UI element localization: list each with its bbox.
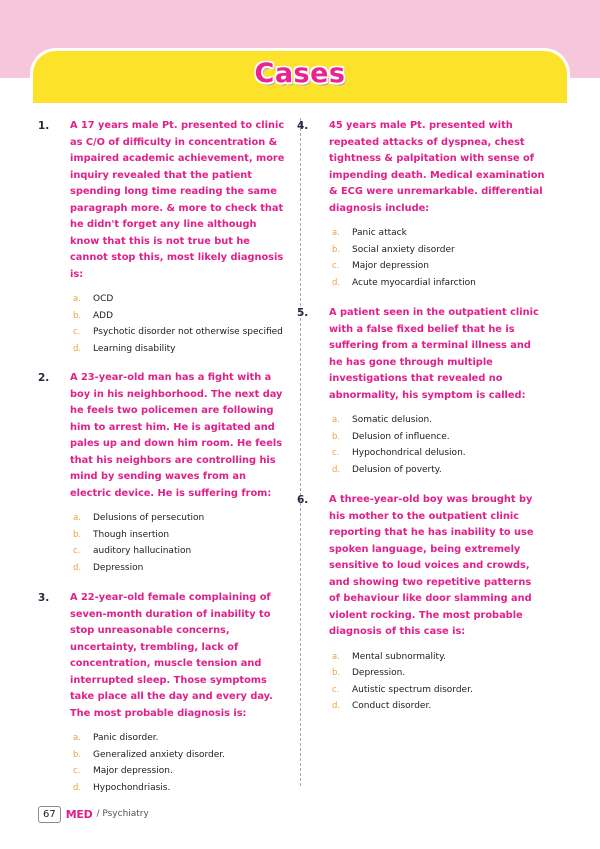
question-2	[38, 370, 288, 576]
option-text: Delusions of persecution	[93, 513, 205, 523]
option-item	[332, 649, 545, 666]
option-list	[70, 291, 288, 357]
option-text: Depression.	[352, 668, 406, 678]
option-text: Acute myocardial infarction	[352, 277, 476, 288]
option-letter: d.	[332, 701, 341, 711]
question-5	[297, 305, 545, 478]
option-letter: b.	[73, 749, 82, 760]
question-number: 5.	[297, 307, 309, 319]
question-text: A patient seen in the outpatient clinic with a false fixed belief that he is suffering from a terminal illness and he has gone through multiple investigations that revealed no abnormality, his symptom is called:	[329, 307, 539, 401]
option-item	[73, 291, 288, 308]
option-item	[73, 763, 288, 780]
question-text: 45 years male Pt. presented with repeated attacks of dyspnea, chest tightness & palpitation with sense of impending death. Medical examination & ECG were unremarkable. differential diagnosis include:	[329, 120, 545, 214]
option-list	[329, 412, 545, 478]
option-text: OCD	[93, 294, 114, 304]
option-item	[332, 258, 545, 275]
option-text: Panic attack	[352, 228, 407, 238]
option-text: Though insertion	[93, 529, 170, 540]
question-4	[297, 118, 545, 291]
subject-label: / Psychiatry	[96, 809, 149, 819]
option-text: Hypochondrical delusion.	[352, 448, 466, 458]
option-letter: d.	[73, 343, 82, 354]
option-item	[332, 665, 545, 682]
option-item	[332, 429, 545, 446]
option-letter: d.	[73, 562, 82, 573]
option-item	[332, 242, 545, 259]
option-letter: c.	[332, 448, 340, 458]
option-text: Major depression.	[93, 766, 173, 776]
left-column	[38, 118, 288, 796]
page-title: Cases	[254, 58, 346, 89]
option-letter: c.	[332, 684, 340, 695]
option-letter: a.	[332, 415, 340, 425]
option-letter: b.	[332, 668, 341, 678]
option-item	[332, 682, 545, 699]
option-item	[332, 225, 545, 242]
option-letter: d.	[332, 277, 341, 288]
option-item	[73, 341, 288, 358]
option-text: Panic disorder.	[93, 733, 159, 743]
option-item	[73, 308, 288, 325]
option-item	[73, 560, 288, 577]
option-letter: d.	[73, 782, 82, 793]
option-item	[73, 324, 288, 341]
option-letter: b.	[332, 244, 341, 255]
option-text: Delusion of influence.	[352, 431, 450, 442]
question-text: A 22-year-old female complaining of seven-month duration of inability to stop unreasonable concerns, uncertainty, trembling, lack of concentration, muscle tension and interrupted sleep. Those symptoms take place all the day and every day. The most probable diagnosis is:	[70, 592, 273, 719]
option-letter: a.	[332, 651, 340, 662]
option-letter: c.	[73, 766, 81, 776]
question-3	[38, 590, 288, 796]
option-item	[73, 780, 288, 797]
med-logo: MED	[65, 807, 93, 821]
option-list	[329, 649, 545, 715]
option-letter: a.	[332, 228, 340, 238]
option-letter: c.	[332, 261, 340, 271]
question-number: 1.	[38, 120, 50, 132]
page-footer	[38, 806, 149, 822]
option-text: Autistic spectrum disorder.	[352, 684, 473, 695]
option-text: Hypochondriasis.	[93, 782, 171, 793]
question-6	[297, 492, 545, 715]
option-text: Somatic delusion.	[352, 415, 433, 425]
option-item	[332, 698, 545, 715]
option-letter: a.	[73, 513, 81, 523]
option-letter: a.	[73, 294, 81, 304]
question-number: 3.	[38, 592, 50, 604]
question-1	[38, 118, 288, 357]
option-list	[329, 225, 545, 291]
option-text: Psychotic disorder not otherwise specified	[93, 327, 283, 337]
option-text: Generalized anxiety disorder.	[93, 749, 226, 760]
option-text: Depression	[93, 562, 144, 573]
option-item	[332, 275, 545, 292]
option-letter: b.	[73, 310, 82, 321]
page-number: 67	[38, 806, 61, 823]
option-text: Mental subnormality.	[352, 651, 446, 662]
option-text: Social anxiety disorder	[352, 244, 455, 255]
question-text: A three-year-old boy was brought by his mother to the outpatient clinic reporting that he has inability to use spoken language, being extremely sensitive to loud voices and crowds, and showing two repetitive patterns of behaviour like door slamming and violent rocking. The most probable diagnosis of this case is:	[329, 494, 534, 637]
option-letter: c.	[73, 327, 81, 337]
option-item	[73, 527, 288, 544]
option-item	[73, 730, 288, 747]
option-item	[332, 445, 545, 462]
right-column	[297, 118, 545, 715]
option-letter: d.	[332, 464, 341, 475]
question-text: A 23-year-old man has a fight with a boy in his neighborhood. The next day he feels two policemen are following him to arrest him. He is agitated and pales up and down him room. He feels that his neighbors are controlling his mind by sending waves from an electric device. He is suffering from:	[70, 372, 283, 499]
option-letter: b.	[332, 431, 341, 442]
option-letter: a.	[73, 733, 81, 743]
question-number: 2.	[38, 372, 50, 384]
option-text: Major depression	[352, 261, 429, 271]
option-text: Delusion of poverty.	[352, 464, 442, 475]
option-text: Conduct disorder.	[352, 701, 432, 711]
option-item	[73, 543, 288, 560]
option-letter: c.	[73, 546, 81, 556]
option-list	[70, 730, 288, 796]
option-item	[73, 510, 288, 527]
question-number: 6.	[297, 494, 309, 506]
option-text: ADD	[93, 310, 114, 321]
option-text: Learning disability	[93, 343, 176, 354]
option-list	[70, 510, 288, 576]
option-item	[73, 747, 288, 764]
option-item	[332, 462, 545, 479]
question-number: 4.	[297, 120, 309, 132]
option-item	[332, 412, 545, 429]
option-text: auditory hallucination	[93, 546, 192, 556]
question-text: A 17 years male Pt. presented to clinic as C/O of difficulty in concentration & impaired academic achievement, more inquiry revealed that the patient spending long time reading the same paragraph more. & more to check that he didn't forget any line although know that this is not true but he cannot stop this, most likely diagnosis is:	[70, 120, 285, 280]
option-letter: b.	[73, 529, 82, 540]
